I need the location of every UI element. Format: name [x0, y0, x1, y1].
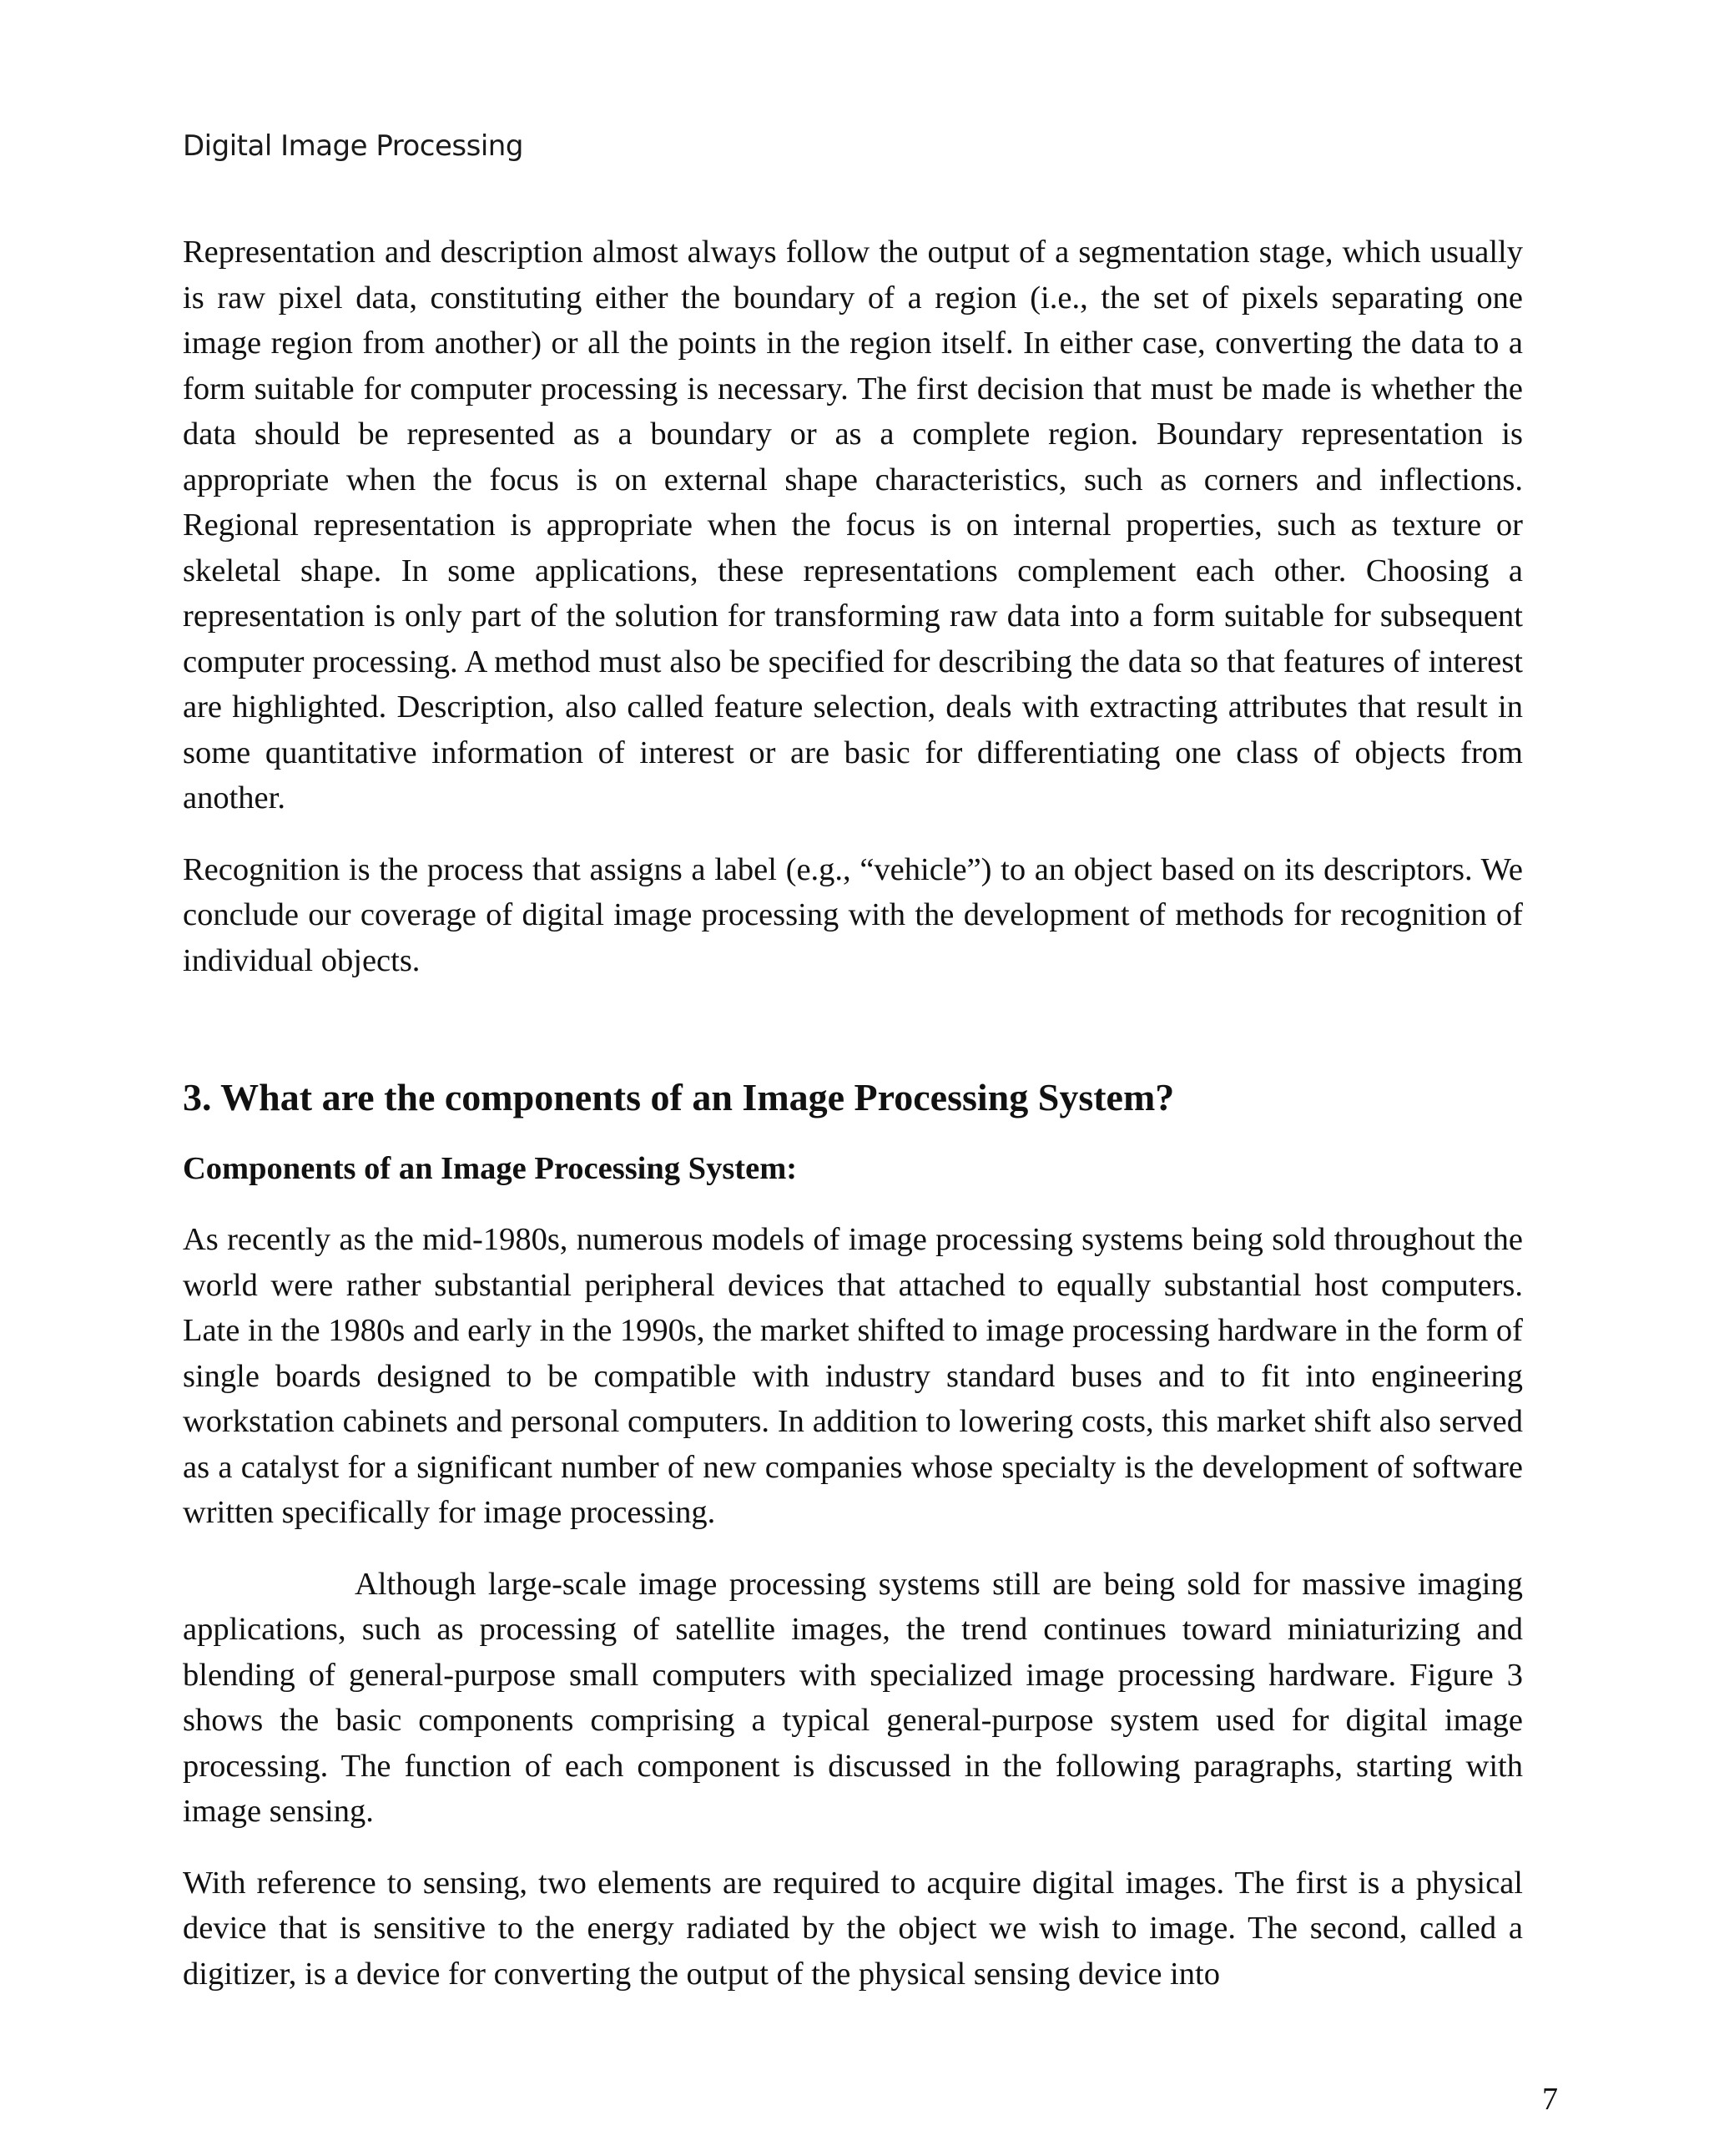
section-heading: 3. What are the components of an Image Processing System? — [183, 1076, 1175, 1118]
paragraph-trend: Although large-scale image processing systems still are being sold for massive imaging applications, such as processing of satellite images, the trend continues toward miniaturizing and blending of general-purpose small computers with specialized image processing hardware. Figure 3 shows the basic components comprising a typical general-purpose system used for digital image processing. The function of each component is discussed in the following paragraphs, starting with image sensing. — [183, 1566, 1523, 1829]
body-content — [183, 230, 1523, 2022]
paragraph-recognition: Recognition is the process that assigns a label (e.g., “vehicle”) to an object based on its descriptors. We conclude our coverage of digital image processing with the development of methods for recognition of individual objects. — [183, 851, 1523, 978]
running-header: Digital Image Processing — [183, 129, 523, 163]
paragraph-representation-description: Representation and description almost always follow the output of a segmentation stage, which usually is raw pixel data, constituting either the boundary of a region (i.e., the set of pixels separating one image region from another) or all the points in the region itself. In either case, converting the data to a form suitable for computer processing is necessary. The first decision that must be made is whether the data should be represented as a boundary or as a complete region. Boundary representation is appropriate when the focus is on external shape characteristics, such as corners and inflections. Regional representation is appropriate when the focus is on internal properties, such as texture or skeletal shape. In some applications, these representations complement each other. Choosing a representation is only part of the solution for transforming raw data into a form suitable for subsequent computer processing. A method must also be specified for describing the data so that features of interest are highlighted. Description, also called feature selection, deals with extracting attributes that result in some quantitative information of interest or are basic for differentiating one class of objects from another. — [183, 235, 1523, 815]
page-number: 7 — [1542, 2082, 1558, 2117]
paragraph-sensing: With reference to sensing, two elements are required to acquire digital images. The first is a physical device that is sensitive to the energy radiated by the object we wish to image. The second, called a digitizer, is a device for converting the output of the physical sensing device into — [183, 1865, 1523, 1992]
subheading: Components of an Image Processing System: — [183, 1151, 798, 1186]
paragraph-history: As recently as the mid-1980s, numerous models of image processing systems being sold throughout the world were rather substantial peripheral devices that attached to equally substantial host computers. Late in the 1980s and early in the 1990s, the market shifted to image processing hardware in the form of single boards designed to be compatible with industry standard buses and to fit into engineering workstation cabinets and personal computers. In addition to lowering costs, this market shift also served as a catalyst for a significant number of new companies whose specialty is the development of software written specifically for image processing. — [183, 1222, 1523, 1530]
